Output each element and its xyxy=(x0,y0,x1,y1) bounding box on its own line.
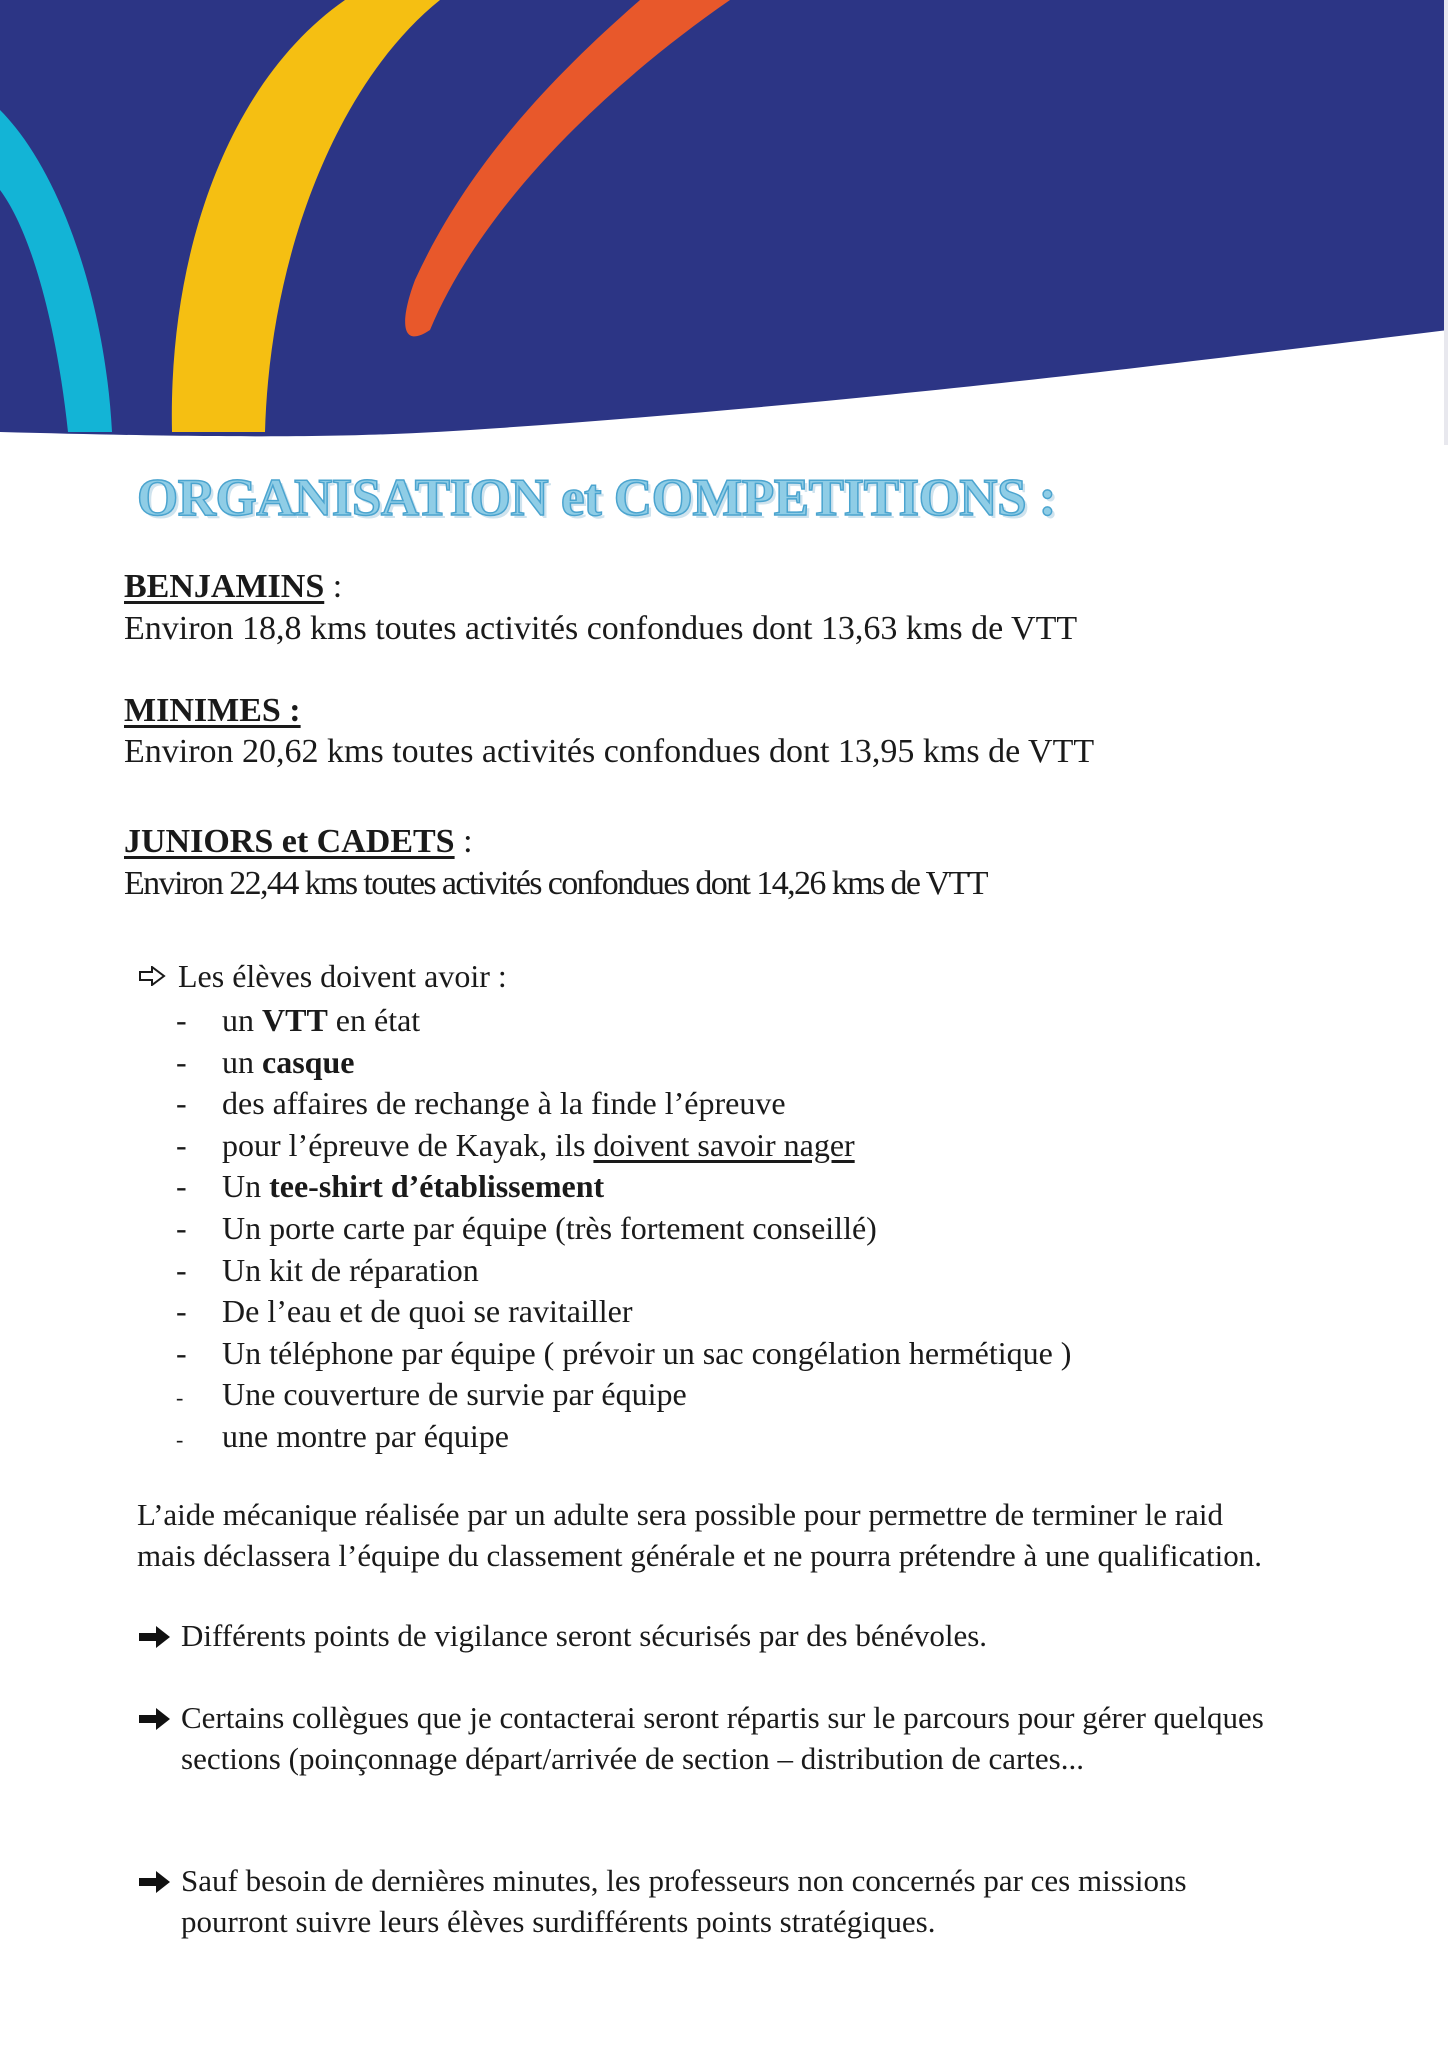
outline-arrow-icon xyxy=(138,966,166,986)
mechanical-aid-paragraph: L’aide mécanique réalisée par un adulte sera possible pour permettre de terminer le raid mais déclassera l’équipe du classement générale et ne pourra prétendre à une qualification. xyxy=(137,1497,1262,1573)
equipment-item-text: un xyxy=(222,1043,262,1080)
equipment-item-text: en état xyxy=(327,1002,421,1038)
equipment-item-text: doivent savoir nager xyxy=(593,1126,855,1163)
list-dash: - xyxy=(176,1085,187,1122)
equipment-item-text: pour l’épreuve de Kayak, ils xyxy=(222,1126,594,1163)
equipment-item-text: tee-shirt d’établissement xyxy=(269,1168,605,1205)
bullet-text: Certains collègues que je contacterai seront répartis sur le parcours pour gérer quelques sections (poinçonnage départ/arrivée de section – distribution de cartes... xyxy=(181,1700,1264,1776)
category-heading-minimes xyxy=(124,692,301,730)
category-description-minimes: Environ 20,62 kms toutes activités confondues dont 13,95 kms de VTT xyxy=(124,733,1095,770)
equipment-item-text: Une couverture de survie par équipe xyxy=(222,1376,687,1413)
bold-right-arrow-icon xyxy=(139,1707,171,1731)
category-colon: : xyxy=(324,568,343,605)
equipment-item-text: des affaires de rechange à la finde l’épreuve xyxy=(222,1085,786,1122)
category-name: BENJAMINS xyxy=(124,568,325,605)
page-title: ORGANISATION et COMPETITIONS : xyxy=(137,469,1056,527)
list-dash: - xyxy=(176,1209,187,1246)
equipment-item xyxy=(176,1208,1071,1250)
equipment-item-text: De l’eau et de quoi se ravitailler xyxy=(222,1293,633,1330)
category-name: MINIMES : xyxy=(124,692,301,729)
equipment-item-text: Un porte carte par équipe (très fortement conseillé) xyxy=(222,1209,877,1246)
equipment-item xyxy=(176,1250,1071,1292)
equipment-item xyxy=(176,1042,1071,1084)
header-banner xyxy=(0,0,1448,445)
equipment-item-text: Un kit de réparation xyxy=(222,1251,479,1288)
equipment-item-text: casque xyxy=(262,1043,355,1080)
equipment-intro xyxy=(138,958,507,995)
bold-right-arrow-icon xyxy=(139,1625,171,1649)
bullet-teachers xyxy=(137,1861,1297,1942)
equipment-item xyxy=(176,1291,1071,1333)
banner-right-edge xyxy=(1444,0,1448,445)
list-dash: - xyxy=(176,1426,184,1452)
equipment-item xyxy=(176,1083,1071,1125)
category-description-juniors-cadets: Environ 22,44 kms toutes activités confondues dont 14,26 kms de VTT xyxy=(124,865,987,902)
category-colon: : xyxy=(454,823,473,860)
bold-right-arrow-icon xyxy=(139,1870,171,1894)
category-heading-benjamins xyxy=(124,568,342,606)
equipment-item-text: un xyxy=(222,1002,262,1038)
equipment-item-text: Un xyxy=(222,1168,270,1205)
equipment-item xyxy=(176,1416,1071,1458)
list-dash: - xyxy=(176,1126,187,1163)
bullet-text: Sauf besoin de dernières minutes, les professeurs non concernés par ces missions pourront suivre leurs élèves surdifférents points stratégiques. xyxy=(181,1863,1187,1939)
category-description-benjamins: Environ 18,8 kms toutes activités confondues dont 13,63 kms de VTT xyxy=(124,610,1078,647)
list-dash: - xyxy=(176,1385,184,1411)
bullet-vigilance xyxy=(137,1616,1297,1657)
equipment-item-text: une montre par équipe xyxy=(222,1417,509,1454)
equipment-item xyxy=(176,1000,1071,1042)
equipment-item-text: Un téléphone par équipe ( prévoir un sac congélation hermétique ) xyxy=(222,1334,1072,1371)
list-dash: - xyxy=(176,1168,187,1205)
equipment-item xyxy=(176,1125,1071,1167)
equipment-item xyxy=(176,1166,1071,1208)
category-name: JUNIORS et CADETS xyxy=(124,823,455,860)
equipment-item xyxy=(176,1333,1071,1375)
equipment-item xyxy=(176,1374,1071,1416)
list-dash: - xyxy=(176,1251,187,1288)
bullet-text: Différents points de vigilance seront sécurisés par des bénévoles. xyxy=(181,1618,988,1653)
list-dash: - xyxy=(176,1043,187,1080)
category-heading-juniors-cadets xyxy=(124,823,473,861)
list-dash: - xyxy=(176,1334,187,1371)
equipment-intro-text: Les élèves doivent avoir : xyxy=(178,958,507,994)
list-dash: - xyxy=(176,1293,187,1330)
equipment-item-text: VTT xyxy=(262,1002,328,1038)
bullet-colleagues xyxy=(137,1698,1297,1779)
equipment-list xyxy=(176,1000,1071,1458)
list-dash: - xyxy=(176,1002,187,1038)
